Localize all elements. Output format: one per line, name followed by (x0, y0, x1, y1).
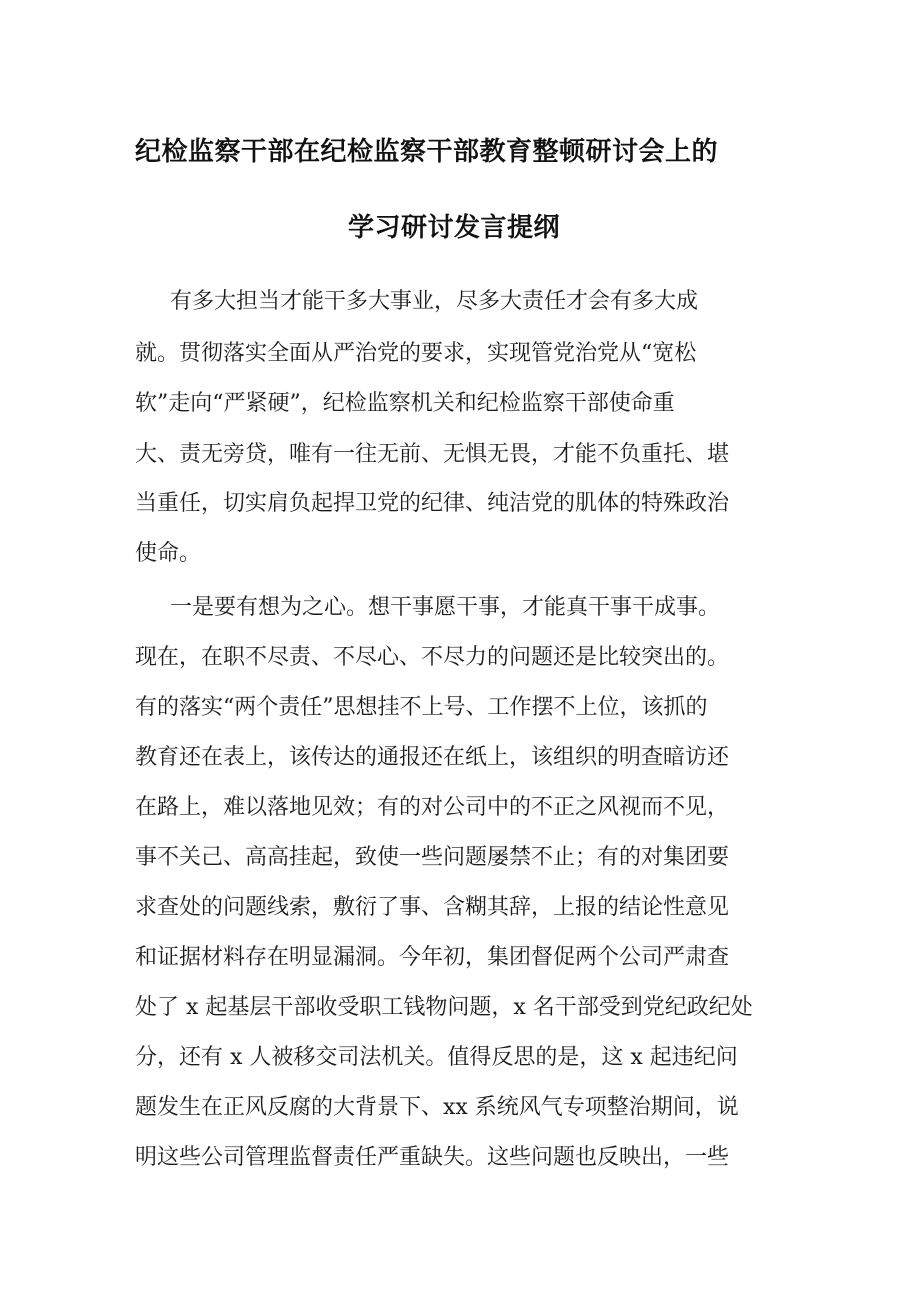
paragraph-1-line-5: 当重任，切实肩负起捍卫党的纪律、纯洁党的肌体的特殊政治 (135, 491, 730, 516)
paragraph-1-line-2: 就。贯彻落实全面从严治党的要求，实现管党治党从“宽松 (135, 341, 697, 366)
paragraph-1-line-4: 大、责无旁贷，唯有一往无前、无惧无畏，才能不负重托、堪 (135, 442, 730, 467)
paragraph-2-line-9: 处了 x 起基层干部收受职工钱物问题，x 名干部受到党纪政纪处 (135, 995, 753, 1020)
paragraph-2-line-7: 求查处的问题线索，敷衍了事、含糊其辞，上报的结论性意见 (135, 895, 730, 920)
document-title-line-1: 纪检监察干部在纪检监察干部教育整顿研讨会上的 (135, 137, 719, 167)
paragraph-2-line-4: 教育还在表上，该传达的通报还在纸上，该组织的明查暗访还 (135, 745, 730, 770)
document-title-line-2: 学习研讨发言提纲 (348, 213, 561, 243)
paragraph-2-line-12: 明这些公司管理监督责任严重缺失。这些问题也反映出，一些 (135, 1145, 730, 1170)
paragraph-1-line-6: 使命。 (135, 541, 202, 566)
paragraph-2-line-2: 现在，在职不尽责、不尽心、不尽力的问题还是比较突出的。 (135, 645, 730, 670)
paragraph-2-line-1: 一是要有想为之心。想干事愿干事，才能真干事干成事。 (170, 595, 721, 620)
paragraph-2-line-11: 题发生在正风反腐的大背景下、xx 系统风气专项整治期间，说 (135, 1095, 739, 1120)
paragraph-2-line-10: 分，还有 x 人被移交司法机关。值得反思的是，这 x 起违纪问 (135, 1045, 738, 1070)
paragraph-1-line-1: 有多大担当才能干多大事业，尽多大责任才会有多大成 (170, 289, 699, 314)
paragraph-2-line-8: 和证据材料存在明显漏洞。今年初，集团督促两个公司严肃查 (135, 945, 730, 970)
paragraph-1-line-3: 软”走向“严紧硬”，纪检监察机关和纪检监察干部使命重 (135, 391, 675, 416)
paragraph-2-line-3: 有的落实“两个责任”思想挂不上号、工作摆不上位，该抓的 (135, 695, 708, 720)
paragraph-2-line-5: 在路上，难以落地见效；有的对公司中的不正之风视而不见， (135, 795, 730, 820)
paragraph-2-line-6: 事不关己、高高挂起，致使一些问题屡禁不止；有的对集团要 (135, 845, 730, 870)
